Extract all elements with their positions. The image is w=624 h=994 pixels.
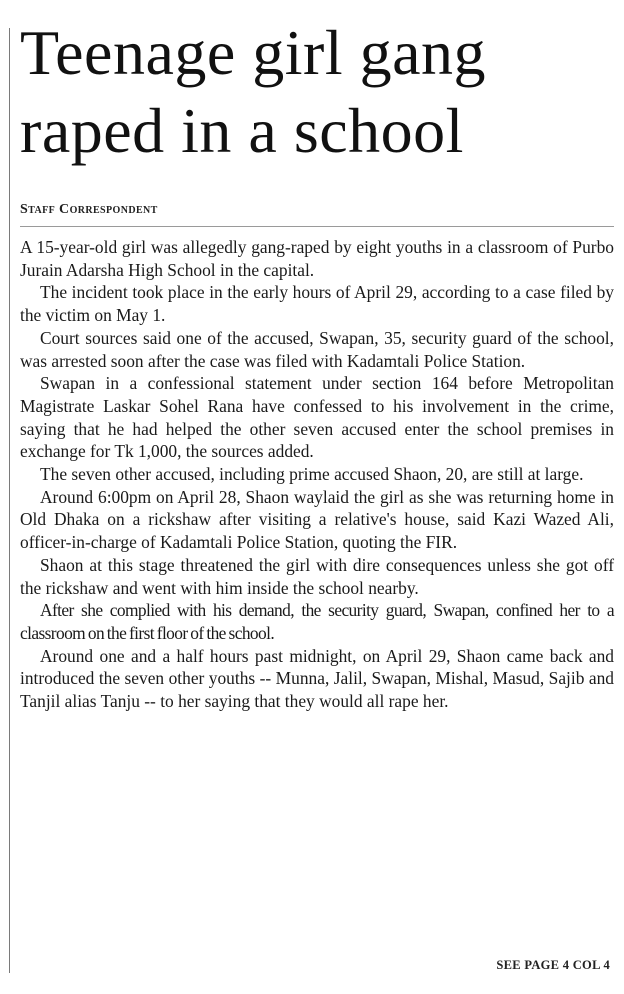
paragraph: Swapan in a confessional statement under section 164 before Metropolitan Magistrate Laskar Sohel Rana have confessed to his involvement in the crime, saying that he had helped the other seven accused enter the school premises in exchange for Tk 1,000, the sources added.: [20, 373, 614, 462]
headline-line-2: raped in a school: [20, 95, 464, 166]
paragraph: The incident took place in the early hours of April 29, according to a case filed by the victim on May 1.: [20, 282, 614, 326]
byline: Staff Correspondent: [20, 202, 158, 217]
paragraph: The seven other accused, including prime accused Shaon, 20, are still at large.: [40, 464, 584, 485]
paragraph: Around one and a half hours past midnight, on April 29, Shaon came back and introduced the seven other youths -- Munna, Jalil, Swapan, Mishal, Masud, Sajib and Tanjil alias Tanju -- to her saying that they would all rape her.: [20, 645, 614, 712]
byline-divider: [20, 226, 614, 227]
paragraph: Around 6:00pm on April 28, Shaon waylaid the girl as she was returning home in Old Dhaka on a rickshaw after visiting a relative's house, said Kazi Wazed Ali, officer-in-charge of Kadamtali Police Station, quoting the FIR.: [20, 486, 614, 553]
paragraph: Court sources said one of the accused, Swapan, 35, security guard of the school, was arrested soon after the case was filed with Kadamtali Police Station.: [20, 327, 614, 371]
headline-line-1: Teenage girl gang: [20, 17, 487, 88]
paragraph: After she complied with his demand, the security guard, Swapan, confined her to a classroom on the first floor of the school.: [20, 600, 614, 643]
paragraph: Shaon at this stage threatened the girl with dire consequences unless she got off the rickshaw and went with him inside the school nearby.: [20, 554, 614, 598]
paragraph: A 15-year-old girl was allegedly gang-raped by eight youths in a classroom of Purbo Jurain Adarsha High School in the capital.: [20, 237, 614, 280]
continuation-note: SEE PAGE 4 COL 4: [496, 958, 610, 972]
headline: [20, 14, 616, 170]
article-body: [20, 236, 614, 713]
column-rule: [9, 28, 10, 973]
